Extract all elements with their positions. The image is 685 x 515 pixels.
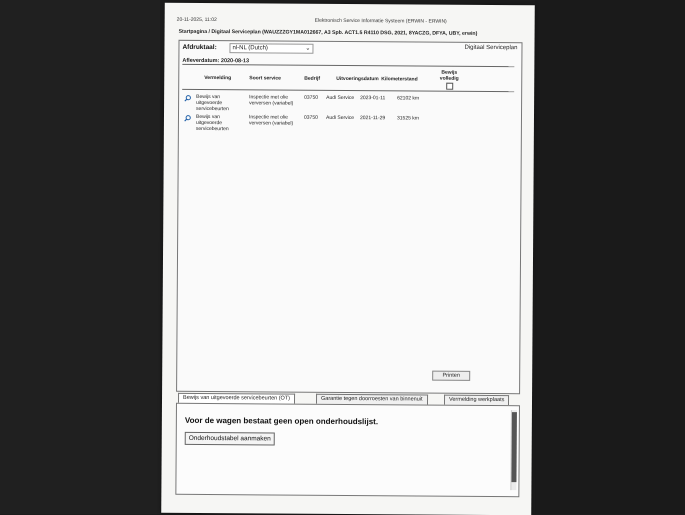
cell-datum: 2021-11-29 [359, 115, 386, 122]
col-bedrijf: Bedrijf [304, 75, 321, 82]
system-title: Elektronisch Service Informatie Systeem (ERWIN - ERWIN) [314, 17, 447, 25]
cell-vermelding: Bewijs van uitgevoerde servicebeurten [196, 93, 229, 113]
cell-km: 62102 km [397, 95, 420, 102]
scrollbar-thumb[interactable] [511, 412, 516, 482]
cell-bedrijf: 03750 [304, 94, 319, 101]
col-uitvoeringsdatum: Uitvoeringsdatum [336, 75, 379, 83]
print-datetime: 20-11-2025, 11:02 [176, 16, 217, 24]
language-value: nl-NL (Dutch) [232, 45, 268, 52]
cell-datum: 2023-01-11 [360, 95, 386, 102]
service-plan-frame [176, 40, 522, 394]
printed-page [161, 3, 535, 515]
search-icon[interactable] [184, 115, 191, 122]
table-header [182, 64, 514, 92]
backdrop-left [0, 0, 160, 514]
search-icon[interactable] [184, 95, 191, 102]
vertical-scrollbar[interactable] [510, 410, 517, 490]
col-bewijs-volledig: Bewijs volledig [436, 70, 462, 92]
frame-title: Digitaal Serviceplan [464, 44, 518, 52]
tab-service-proof[interactable]: Bewijs van uitgevoerde servicebeurten (OT) [178, 393, 295, 404]
cell-dienst: Audi Service [325, 114, 355, 122]
maintenance-panel [175, 403, 520, 497]
table-row[interactable] [182, 94, 514, 114]
tab-rust-guarantee[interactable]: Garantie tegen doorroesten van binnenuit [316, 394, 428, 405]
col-soort-service: Soort service [249, 75, 281, 82]
no-maintenance-message: Voor de wagen bestaat geen open onderhoudslijst. [184, 415, 379, 427]
table-row[interactable] [182, 114, 514, 134]
cell-dienst: Audi Service [326, 94, 355, 102]
cell-soort: Inspectie met olie verversen (variabel) [248, 114, 294, 127]
chevron-down-icon: ⌄ [305, 45, 311, 52]
cell-km: 31525 km [396, 115, 419, 122]
create-maintenance-table-button[interactable]: Onderhoudstabel aanmaken [185, 432, 275, 446]
select-all-checkbox[interactable] [446, 83, 453, 90]
cell-soort: Inspectie met olie verversen (variabel) [249, 94, 294, 107]
cell-vermelding: Bewijs van uitgevoerde servicebeurten [195, 113, 229, 133]
cell-bedrijf: 03750 [303, 114, 318, 121]
delivery-date: Afleverdatum: 2020-08-13 [182, 57, 250, 65]
backdrop-right [535, 0, 685, 514]
language-select[interactable] [229, 43, 313, 54]
col-vermelding: Vermelding [204, 74, 232, 82]
col-kilometerstand: Kilometerstand [381, 76, 418, 83]
print-button[interactable]: Printen [432, 371, 470, 381]
breadcrumb: Startpagina / Digitaal Serviceplan (WAUZZZGY1MA012667, A3 Spb. ACT1.5 R4110 DSG, 2021, 8YACZG, DFYA, UBY, erwin) [178, 28, 478, 37]
language-label: Afdruktaal: [182, 43, 217, 52]
tab-workshop-note[interactable]: Vermelding werkplaats [444, 395, 509, 405]
